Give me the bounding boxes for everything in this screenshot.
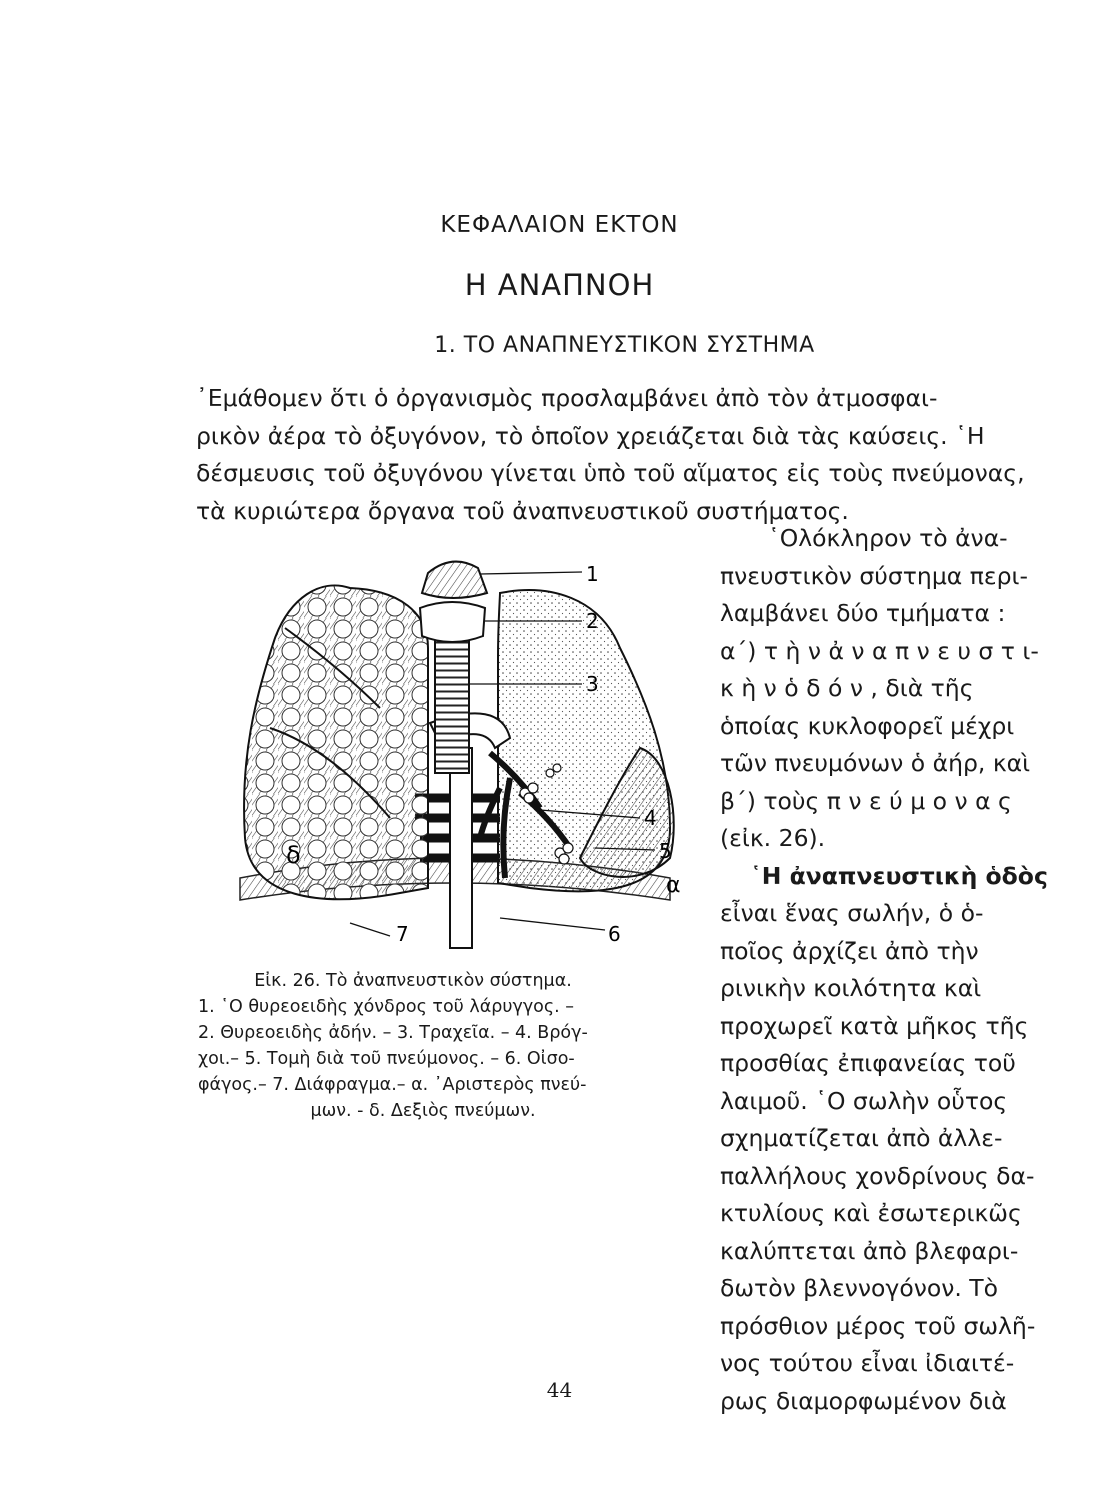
figure-label-4: 4 — [644, 806, 657, 830]
right-column-text — [720, 520, 1048, 1420]
caption-line: 1. ῾Ο θυρεοειδὴς χόνδρος τοῦ λάρυγγος. – — [198, 997, 575, 1017]
page-number: 44 — [546, 1378, 573, 1402]
text-line: ρως διαμορφωμένον διὰ — [720, 1386, 1007, 1415]
caption-line: μων. - δ. Δεξιὸς πνεύμων. — [310, 1101, 536, 1121]
text-line: ὁποίας κυκλοφορεῖ μέχρι — [720, 711, 1015, 740]
figure-label-2: 2 — [586, 609, 599, 633]
text-line: προσθίας ἐπιφανείας τοῦ — [720, 1049, 1016, 1077]
text-line: εἶναι ἕνας σωλήν, ὁ ὁ- — [720, 899, 984, 927]
bold-subheading: ῾Η ἀναπνευστικὴ ὁδὸς — [750, 861, 1048, 890]
figure-label-5: 5 — [659, 839, 672, 863]
text-line: σχηματίζεται ἀπὸ ἀλλε- — [720, 1124, 1003, 1152]
text-line: κ ὴ ν ὁ δ ό ν , διὰ τῆς — [720, 674, 974, 702]
text-line: καλύπτεται ἀπὸ βλεφαρι- — [720, 1236, 1019, 1265]
text-line: νος τούτου εἶναι ἰδιαιτέ- — [720, 1349, 1015, 1377]
text-line: ῾Ολόκληρον τὸ ἀνα- — [768, 524, 1008, 552]
figure-label-7: 7 — [396, 922, 409, 946]
text-line: ᾿Εμάθομεν ὅτι ὁ ὀργανισμὸς προσλαμβάνει ἀπὸ τὸν ἀτμοσφαι- — [196, 384, 938, 412]
right-lung-shape — [244, 585, 428, 899]
text-line: παλλήλους χονδρίνους δα- — [720, 1161, 1035, 1190]
trachea-shape — [435, 633, 469, 773]
respiratory-system-illustration — [200, 548, 700, 958]
text-line: ποῖος ἀρχίζει ἀπὸ τὴν — [720, 936, 979, 965]
figure-label-1: 1 — [586, 562, 599, 586]
figure-label-delta: δ — [286, 841, 301, 869]
caption-line: 2. Θυρεοειδὴς ἀδήν. – 3. Τραχεῖα. – 4. Βρόγ- — [198, 1023, 588, 1043]
text-line: κτυλίους καὶ ἐσωτερικῶς — [720, 1199, 1022, 1227]
text-line: προχωρεῖ κατὰ μῆκος τῆς — [720, 1011, 1029, 1040]
page-title: Η ΑΝΑΠΝΟΗ — [464, 268, 655, 302]
text-line: λαιμοῦ. ῾Ο σωλὴν οὗτος — [720, 1086, 1008, 1115]
text-line: πνευστικὸν σύστημα περι- — [720, 561, 1028, 590]
intro-paragraph — [196, 380, 1046, 530]
caption-line: φάγος.– 7. Διάφραγμα.– α. ᾿Αριστερὸς πνεύ- — [198, 1075, 587, 1095]
text-line: λαμβάνει δύο τμήματα : — [720, 599, 1006, 627]
text-line: τῶν πνευμόνων ὁ ἀήρ, καὶ — [720, 749, 1031, 777]
section-heading: 1. ΤΟ ΑΝΑΠΝΕΥΣΤΙΚΟΝ ΣΥΣΤΗΜΑ — [434, 333, 815, 358]
text-line: ρινικὴν κοιλότητα καὶ — [720, 974, 982, 1002]
figure-label-3: 3 — [586, 672, 599, 696]
caption-line: Εἰκ. 26. Τὸ ἀναπνευστικὸν σύστημα. — [254, 971, 572, 991]
text-line: τὰ κυριώτερα ὄργανα τοῦ ἀναπνευστικοῦ συστήματος. — [196, 496, 849, 525]
text-line: δέσμευσις τοῦ ὀξυγόνου γίνεται ὑπὸ τοῦ αἵματος εἰς τοὺς πνεύμονας, — [196, 459, 1025, 487]
text-line: α΄) τ ὴ ν ἀ ν α π ν ε υ σ τ ι- — [720, 636, 1039, 665]
text-line: β΄) τοὺς π ν ε ύ μ ο ν α ς — [720, 786, 1012, 815]
thyroid-gland-shape — [420, 602, 485, 642]
figure-caption — [198, 968, 648, 1124]
text-line: πρόσθιον μέρος τοῦ σωλῆ- — [720, 1311, 1036, 1340]
figure-label-alpha: α — [666, 873, 681, 898]
text-line: δωτὸν βλεννογόνον. Τὸ — [720, 1274, 999, 1302]
text-line: (εἰκ. 26). — [720, 824, 826, 852]
thyroid-cartilage-shape — [422, 562, 487, 598]
caption-line: χοι.– 5. Τομὴ διὰ τοῦ πνεύμονος. – 6. Οἰσο- — [198, 1049, 575, 1069]
text-line: ρικὸν ἀέρα τὸ ὀξυγόνον, τὸ ὁποῖον χρειάζεται διὰ τὰς καύσεις. ῾Η — [196, 421, 985, 450]
figure-label-6: 6 — [608, 922, 621, 946]
chapter-heading: ΚΕΦΑΛΑΙΟΝ ΕΚΤΟΝ — [440, 212, 679, 238]
esophagus-shape — [450, 748, 472, 948]
